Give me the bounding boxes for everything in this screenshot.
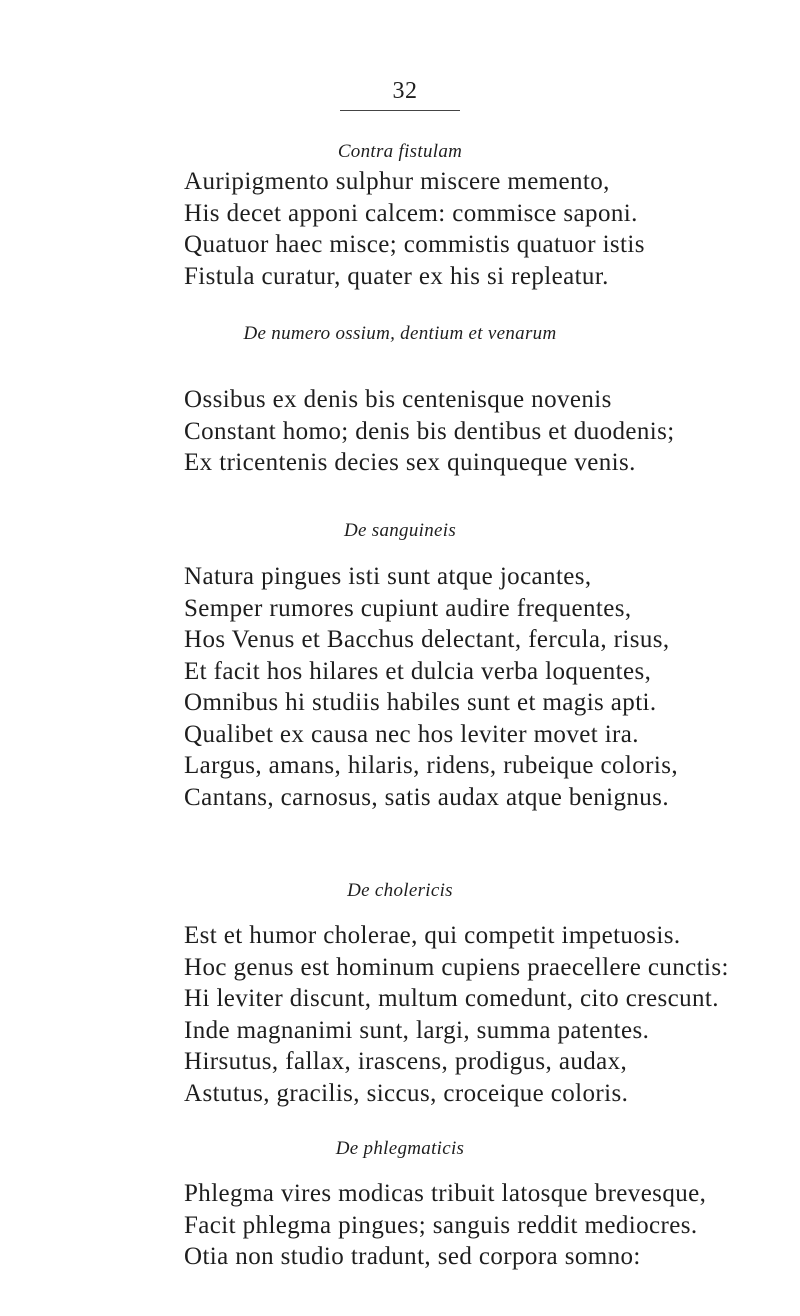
verse-line: Otia non studio tradunt, sed corpora somno: — [184, 1243, 641, 1270]
verse-line: Astutus, gracilis, siccus, croceique coloris. — [184, 1079, 629, 1107]
verse-line: Constant homo; denis bis dentibus et duodenis; — [184, 417, 675, 445]
verse-line: Cantans, carnosus, satis audax atque benignus. — [184, 783, 669, 811]
section-heading: De phlegmaticis — [335, 1138, 465, 1159]
verse-line: Auripigmento sulphur miscere memento, — [184, 168, 610, 195]
verse-line: Est et humor cholerae, qui competit impetuosis. — [184, 922, 681, 949]
verse-line: Phlegma vires modicas tribuit latosque brevesque, — [184, 1180, 707, 1207]
verse-block — [184, 1178, 784, 1273]
section-heading: De sanguineis — [343, 520, 457, 541]
section-heading: De cholericis — [347, 880, 453, 901]
verse-block — [184, 166, 784, 292]
verse-line: Quatuor haec misce; commistis quatuor istis — [184, 231, 645, 258]
verse-line: Ossibus ex denis bis centenisque novenis — [184, 386, 612, 413]
verse-line: Inde magnanimi sunt, largi, summa patentes. — [184, 1016, 650, 1044]
page-number: 32 — [392, 78, 418, 104]
verse-line: Facit phlegma pingues; sanguis reddit mediocres. — [184, 1211, 698, 1239]
verse-line: Hoc genus est hominum cupiens praecellere cunctis: — [184, 953, 729, 981]
verse-line: Omnibus hi studiis habiles sunt et magis apti. — [184, 689, 657, 716]
section-heading: Contra fistulam — [337, 141, 463, 162]
verse-line: Hirsutus, fallax, irascens, prodigus, audax, — [184, 1048, 628, 1075]
verse-line: Fistula curatur, quater ex his si repleatur. — [184, 262, 609, 290]
verse-line: Et facit hos hilares et dulcia verba loquentes, — [184, 657, 652, 685]
verse-block — [184, 920, 784, 1109]
verse-line: His decet apponi calcem: commisce saponi. — [184, 199, 638, 227]
verse-line: Ex tricentenis decies sex quinqueque venis. — [184, 449, 636, 476]
verse-line: Semper rumores cupiunt audire frequentes, — [184, 594, 632, 622]
verse-line: Qualibet ex causa nec hos leviter movet ira. — [184, 720, 639, 748]
verse-block — [184, 384, 784, 479]
verse-line: Largus, amans, hilaris, ridens, rubeique coloris, — [184, 752, 679, 779]
verse-line: Hos Venus et Bacchus delectant, fercula, risus, — [184, 626, 670, 653]
verse-line: Natura pingues isti sunt atque jocantes, — [184, 563, 592, 590]
verse-line: Hi leviter discunt, multum comedunt, cito crescunt. — [184, 985, 719, 1012]
section-heading: De numero ossium, dentium et venarum — [243, 323, 557, 344]
header-rule — [340, 110, 460, 111]
verse-block — [184, 561, 784, 813]
